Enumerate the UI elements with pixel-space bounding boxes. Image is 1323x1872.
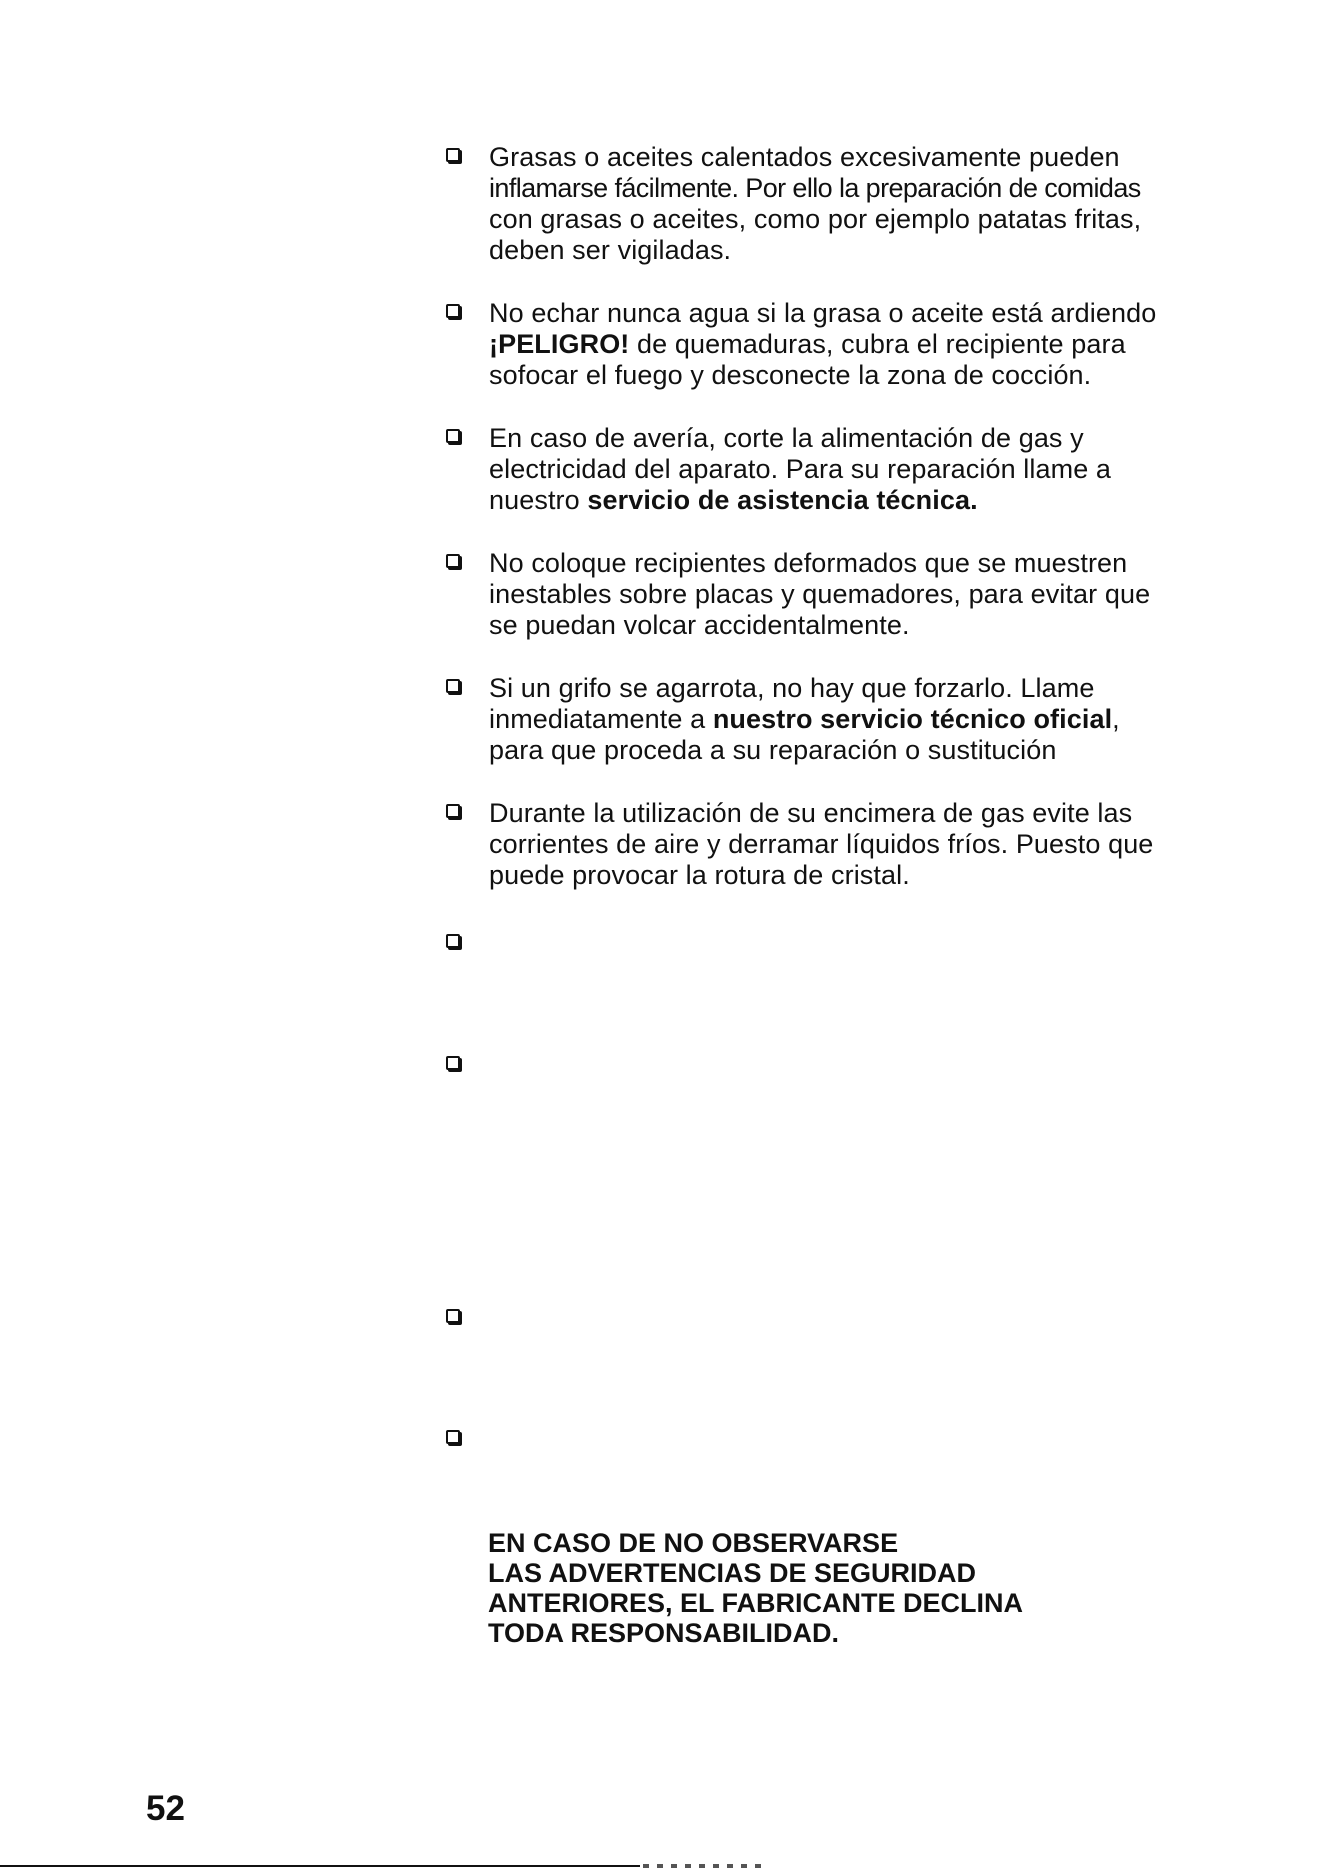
checkbox-icon bbox=[446, 429, 460, 443]
text-line: con grasas o aceites, como por ejemplo patatas fritas, bbox=[489, 204, 1142, 234]
text-line: se puedan volcar accidentalmente. bbox=[489, 610, 910, 640]
text-line: puede provocar la rotura de cristal. bbox=[489, 860, 910, 890]
text-line: para que proceda a su reparación o sustitución bbox=[489, 735, 1057, 765]
page-number: 52 bbox=[146, 1789, 185, 1828]
danger-label: ¡PELIGRO! bbox=[489, 329, 630, 359]
checkbox-icon bbox=[446, 1056, 460, 1070]
text-line: deben ser vigiladas. bbox=[489, 235, 732, 265]
warning-line: ANTERIORES, EL FABRICANTE DECLINA bbox=[488, 1588, 1024, 1618]
item-text bbox=[489, 548, 1289, 641]
text-line: electricidad del aparato. Para su reparación llame a bbox=[489, 454, 1112, 484]
checkbox-icon bbox=[446, 679, 460, 693]
item-text bbox=[489, 423, 1289, 516]
item-text bbox=[489, 798, 1289, 891]
text-line bbox=[489, 329, 1289, 360]
checkbox-icon bbox=[446, 304, 460, 318]
text-line: sofocar el fuego y desconecte la zona de cocción. bbox=[489, 360, 1092, 390]
text-line: No coloque recipientes deformados que se muestren bbox=[489, 548, 1128, 578]
text-fragment: nuestro bbox=[489, 485, 588, 515]
text-line: Grasas o aceites calentados excesivamente pueden bbox=[489, 142, 1120, 172]
text-line bbox=[489, 704, 1289, 735]
warning-line: TODA RESPONSABILIDAD. bbox=[488, 1618, 840, 1648]
warning-line: LAS ADVERTENCIAS DE SEGURIDAD bbox=[488, 1558, 977, 1588]
text-fragment: inmediatamente a bbox=[489, 704, 713, 734]
safety-warning bbox=[488, 1528, 1023, 1648]
text-line: inestables sobre placas y quemadores, para evitar que bbox=[489, 579, 1151, 609]
service-label: nuestro servicio técnico oficial bbox=[712, 704, 1113, 734]
checkbox-icon bbox=[446, 554, 460, 568]
checkbox-icon bbox=[446, 1309, 460, 1323]
checkbox-icon bbox=[446, 1430, 460, 1444]
bottom-divider bbox=[0, 1865, 640, 1867]
item-text bbox=[489, 298, 1289, 391]
checkbox-icon bbox=[446, 804, 460, 818]
text-line: Si un grifo se agarrota, no hay que forzarlo. Llame bbox=[489, 673, 1095, 703]
text-line: En caso de avería, corte la alimentación de gas y bbox=[489, 423, 1084, 453]
text-line bbox=[489, 485, 1289, 516]
scan-marks bbox=[643, 1864, 763, 1868]
item-text bbox=[489, 142, 1289, 266]
text-line: Durante la utilización de su encimera de gas evite las bbox=[489, 798, 1133, 828]
text-fragment: , bbox=[1112, 704, 1120, 734]
service-label: servicio de asistencia técnica. bbox=[587, 485, 978, 515]
text-line: corrientes de aire y derramar líquidos fríos. Puesto que bbox=[489, 829, 1154, 859]
checkbox-icon bbox=[446, 148, 460, 162]
checkbox-icon bbox=[446, 934, 460, 948]
text-fragment: de quemaduras, cubra el recipiente para bbox=[629, 329, 1126, 359]
warning-line: EN CASO DE NO OBSERVARSE bbox=[488, 1528, 899, 1558]
item-text bbox=[489, 673, 1289, 766]
text-line: No echar nunca agua si la grasa o aceite está ardiendo bbox=[489, 298, 1157, 328]
text-line: inflamarse fácilmente. Por ello la preparación de comidas bbox=[489, 173, 1141, 203]
